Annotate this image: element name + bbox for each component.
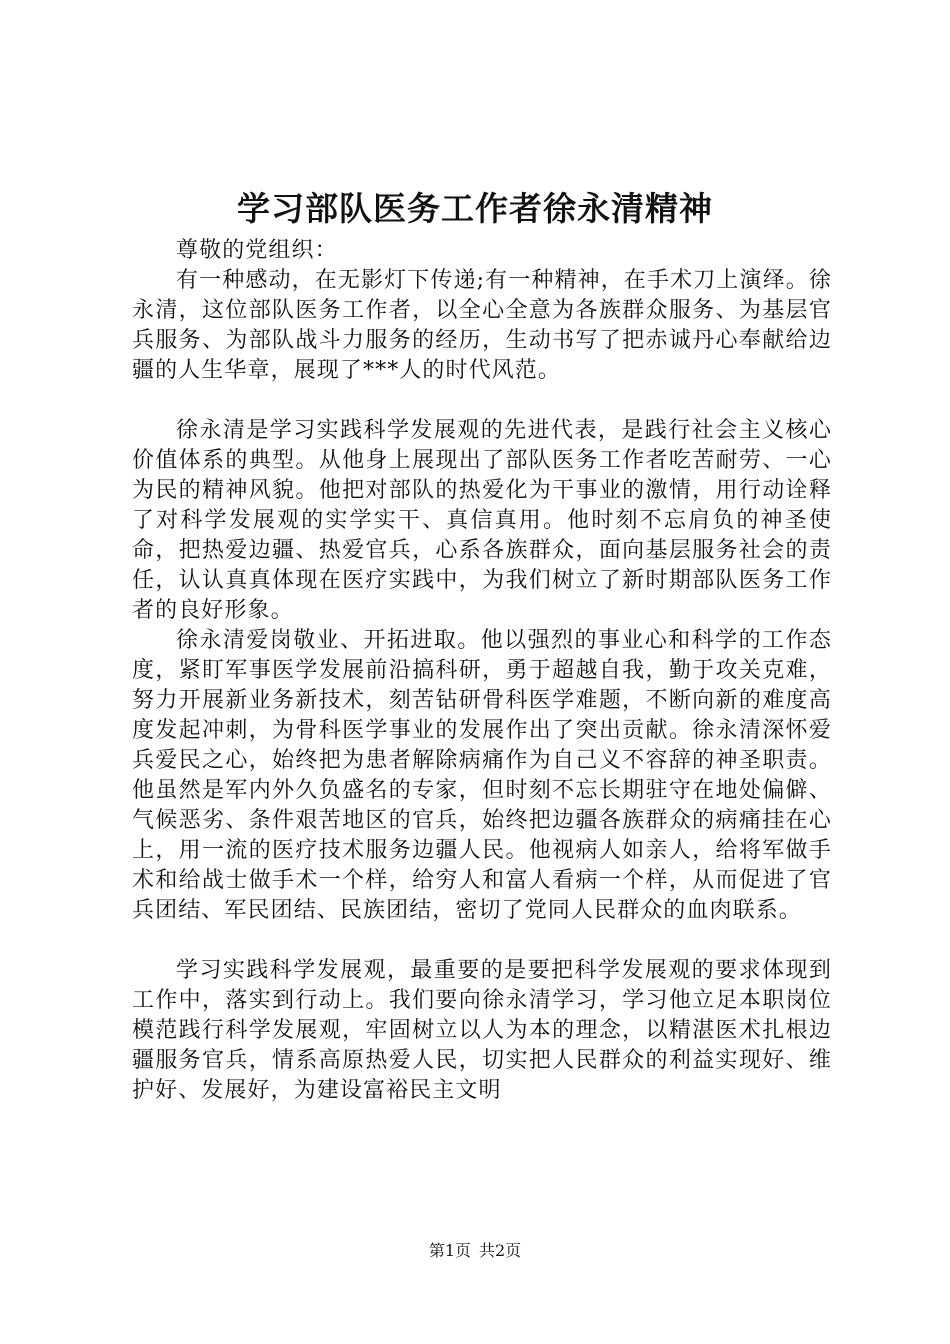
page-footer xyxy=(0,1240,950,1262)
page-total: 共2页 xyxy=(479,1241,522,1260)
page-number: 第1页 xyxy=(428,1241,471,1260)
paragraph-2: 徐永清是学习实践科学发展观的先进代表，是践行社会主义核心价值体系的典型。从他身上展现出了部队医务工作者吃苦耐劳、一心为民的精神风貌。他把对部队的热爱化为干事业的激情，用行动诠释了对科学发展观的实学实干、真信真用。他时刻不忘肩负的神圣使命，把热爱边疆、热爱官兵，心系各族群众，面向基层服务社会的责任，认认真真体现在医疗实践中，为我们树立了新时期部队医务工作者的良好形象。 xyxy=(132,418,832,623)
salutation: 尊敬的党组织： xyxy=(176,238,338,263)
paragraph-3: 徐永清爱岗敬业、开拓进取。他以强烈的事业心和科学的工作态度，紧盯军事医学发展前沿搞科研，勇于超越自我，勤于攻关克难，努力开展新业务新技术，刻苦钻研骨科医学难题，不断向新的难度高度发起冲刺，为骨科医学事业的发展作出了突出贡献。徐永清深怀爱兵爱民之心，始终把为患者解除病痛作为自己义不容辞的神圣职责。他虽然是军内外久负盛名的专家，但时刻不忘长期驻守在地处偏僻、气候恶劣、条件艰苦地区的官兵，始终把边疆各族群众的病痛挂在心上，用一流的医疗技术服务边疆人民。他视病人如亲人，给将军做手术和给战士做手术一个样，给穷人和富人看病一个样，从而促进了官兵团结、军民团结、民族团结，密切了党同人民群众的血肉联系。 xyxy=(132,628,832,923)
document-body xyxy=(132,236,832,1106)
paragraph-4: 学习实践科学发展观，最重要的是要把科学发展观的要求体现到工作中，落实到行动上。我们要向徐永清学习，学习他立足本职岗位模范践行科学发展观，牢固树立以人为本的理念，以精湛医术扎根边疆服务官兵，情系高原热爱人民，切实把人民群众的利益实现好、维护好、发展好，为建设富裕民主文明 xyxy=(132,958,832,1103)
page-title: 学习部队医务工作者徐永清精神 xyxy=(237,189,713,228)
paragraph-1: 有一种感动，在无影灯下传递;有一种精神，在手术刀上演绎。徐永清，这位部队医务工作者，以全心全意为各族群众服务、为基层官兵服务、为部队战斗力服务的经历，生动书写了把赤诚丹心奉献给边疆的人生华章，展现了***人的时代风范。 xyxy=(132,268,832,383)
